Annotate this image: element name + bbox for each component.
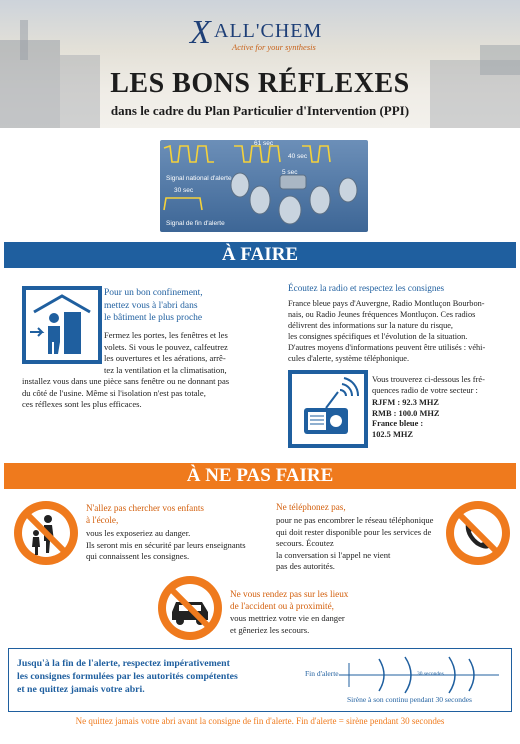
radio-line: France bleue pays d'Auvergne, Radio Montluçon Bourbon- bbox=[288, 299, 485, 308]
radio-line: délivrent des informations sur la nature du risque, bbox=[288, 321, 453, 330]
signal-graph bbox=[160, 140, 368, 232]
accident-line: et gêneriez les secours. bbox=[230, 624, 310, 635]
radio-line: les consignes spécifiques et l'évolution de la situation. bbox=[288, 332, 468, 341]
no-children-pickup-icon bbox=[14, 501, 78, 565]
frequency-intro-line: Vous trouverez ci-dessous les fré- bbox=[372, 375, 485, 384]
phone-line: pas des autorités. bbox=[276, 561, 335, 571]
confinement-line: les ouvertures et les aérations, arrê- bbox=[104, 353, 226, 363]
confinement-line: tez la ventilation et la climatisation, bbox=[104, 364, 227, 375]
instruction-line: Jusqu'à la fin de l'alerte, respectez impérativement bbox=[17, 658, 230, 669]
logo-name: ALL'CHEM bbox=[214, 20, 323, 42]
accident-title-line: Ne vous rendez pas sur les lieux bbox=[230, 589, 349, 599]
confinement-title-line: Pour un bon confinement, bbox=[104, 288, 203, 298]
end-alert-box bbox=[8, 648, 512, 712]
school-line: vous les exposeriez au danger. bbox=[86, 528, 191, 538]
frequency-intro-line: quences radio de votre secteur : bbox=[372, 386, 478, 395]
end-alert-label: Fin d'alerte bbox=[305, 669, 339, 678]
phone-title: Ne téléphonez pas, bbox=[276, 502, 346, 512]
label-30-sec: 30 sec bbox=[174, 187, 194, 194]
factory-chimney bbox=[20, 20, 28, 60]
frequency-item: France bleue : bbox=[372, 419, 424, 428]
no-car-icon bbox=[158, 576, 222, 640]
confinement-line: du côté de l'usine. Même si l'isolation n'est pas totale, bbox=[22, 387, 206, 398]
school-title-line: N'allez pas chercher vos enfants bbox=[86, 503, 204, 513]
label-40-sec: 40 sec bbox=[288, 153, 308, 160]
school-body bbox=[86, 528, 276, 563]
siren-caption: Sirène à son continu pendant 30 secondes bbox=[347, 695, 472, 704]
a-faire-heading: À FAIRE bbox=[4, 242, 516, 268]
page-subtitle: dans le cadre du Plan Particulier d'Intervention (PPI) bbox=[110, 103, 410, 118]
accident-line: vous mettriez votre vie en danger bbox=[230, 613, 345, 623]
frequency-intro bbox=[372, 374, 512, 396]
end-waveform bbox=[164, 198, 202, 210]
confinement-title-line: le bâtiment le plus proche bbox=[104, 313, 203, 323]
school-title-line: à l'école, bbox=[86, 515, 119, 525]
confinement-body-top bbox=[104, 330, 274, 376]
accident-title bbox=[230, 588, 348, 612]
radio-body bbox=[288, 298, 503, 364]
phone-line: secours. Écoutez bbox=[276, 538, 334, 548]
confinement-title-line: mettez vous à l'abri dans bbox=[104, 300, 198, 311]
logo-mark: X bbox=[190, 14, 211, 51]
confinement-line: ces réflexes sont les plus efficaces. bbox=[22, 399, 142, 409]
frequency-item: 102.5 MHZ bbox=[372, 429, 413, 439]
radio-title: Écoutez la radio et respectez les consignes bbox=[288, 283, 445, 293]
logo-tagline: Active for your synthesis bbox=[232, 42, 316, 52]
confinement-title bbox=[104, 287, 284, 325]
footer-note: Ne quittez jamais votre abri avant la consigne de fin d'alerte. Fin d'alerte = sirène pendant 30 secondes bbox=[75, 716, 445, 726]
school-line: qui connaissent les consignes. bbox=[86, 551, 190, 561]
national-signal-label: Signal national d'alerte bbox=[166, 175, 232, 182]
header-banner bbox=[0, 0, 520, 128]
siren-horns-icon bbox=[231, 173, 357, 224]
accident-title-line: de l'accident ou à proximité, bbox=[230, 601, 334, 611]
phone-line: pour ne pas encombrer le réseau téléphonique bbox=[276, 515, 434, 525]
radio-icon bbox=[288, 370, 368, 448]
label-61-sec: 61 sec bbox=[254, 140, 274, 147]
confinement-icon bbox=[22, 286, 102, 364]
school-title bbox=[86, 502, 204, 526]
confinement-body-bottom bbox=[22, 376, 282, 411]
phone-line: la conversation si l'appel ne vient bbox=[276, 549, 391, 560]
frequency-list bbox=[372, 398, 512, 440]
phone-line: qui doit rester disponible pour les services de bbox=[276, 526, 432, 537]
instruction-line: et ne quittez jamais votre abri. bbox=[17, 684, 145, 695]
radio-line: cules d'alerte, système téléphonique. bbox=[288, 354, 410, 363]
page-title: LES BONS RÉFLEXES bbox=[110, 68, 410, 99]
no-phone-icon bbox=[446, 501, 510, 565]
frequency-item: RJFM : 92.3 MHZ bbox=[372, 398, 439, 407]
accident-body bbox=[230, 613, 400, 636]
siren-signal-panel bbox=[160, 140, 368, 232]
end-alert-instructions bbox=[17, 657, 238, 696]
alert-waveform bbox=[164, 146, 214, 162]
confinement-line: volets. Si vous le pouvez, calfeutrez bbox=[104, 341, 228, 352]
radio-line: D'autres moyens d'informations peuvent être utilisés : véhi- bbox=[288, 343, 486, 352]
end-signal-label: Signal de fin d'alerte bbox=[166, 220, 225, 227]
confinement-line: Fermez les portes, les fenêtres et les bbox=[104, 330, 228, 340]
radio-line: nais, ou Radio Jeunes fréquences Montluçon. Ces radios bbox=[288, 310, 476, 319]
phone-body bbox=[276, 515, 451, 573]
instruction-line: les consignes formulées par les autorités compétentes bbox=[17, 671, 238, 682]
school-line: Ils seront mis en sécurité par leurs enseignants bbox=[86, 539, 246, 550]
a-ne-pas-faire-heading: À NE PAS FAIRE bbox=[4, 463, 516, 489]
alert-waveform bbox=[234, 146, 280, 162]
frequency-item: RMB : 100.0 MHZ bbox=[372, 408, 440, 418]
label-5-sec: 5 sec bbox=[282, 169, 298, 176]
confinement-line: installez vous dans une pièce sans fenêtre ou ne donnant pas bbox=[22, 376, 230, 386]
seconds-label: 30 secondes bbox=[417, 671, 444, 677]
